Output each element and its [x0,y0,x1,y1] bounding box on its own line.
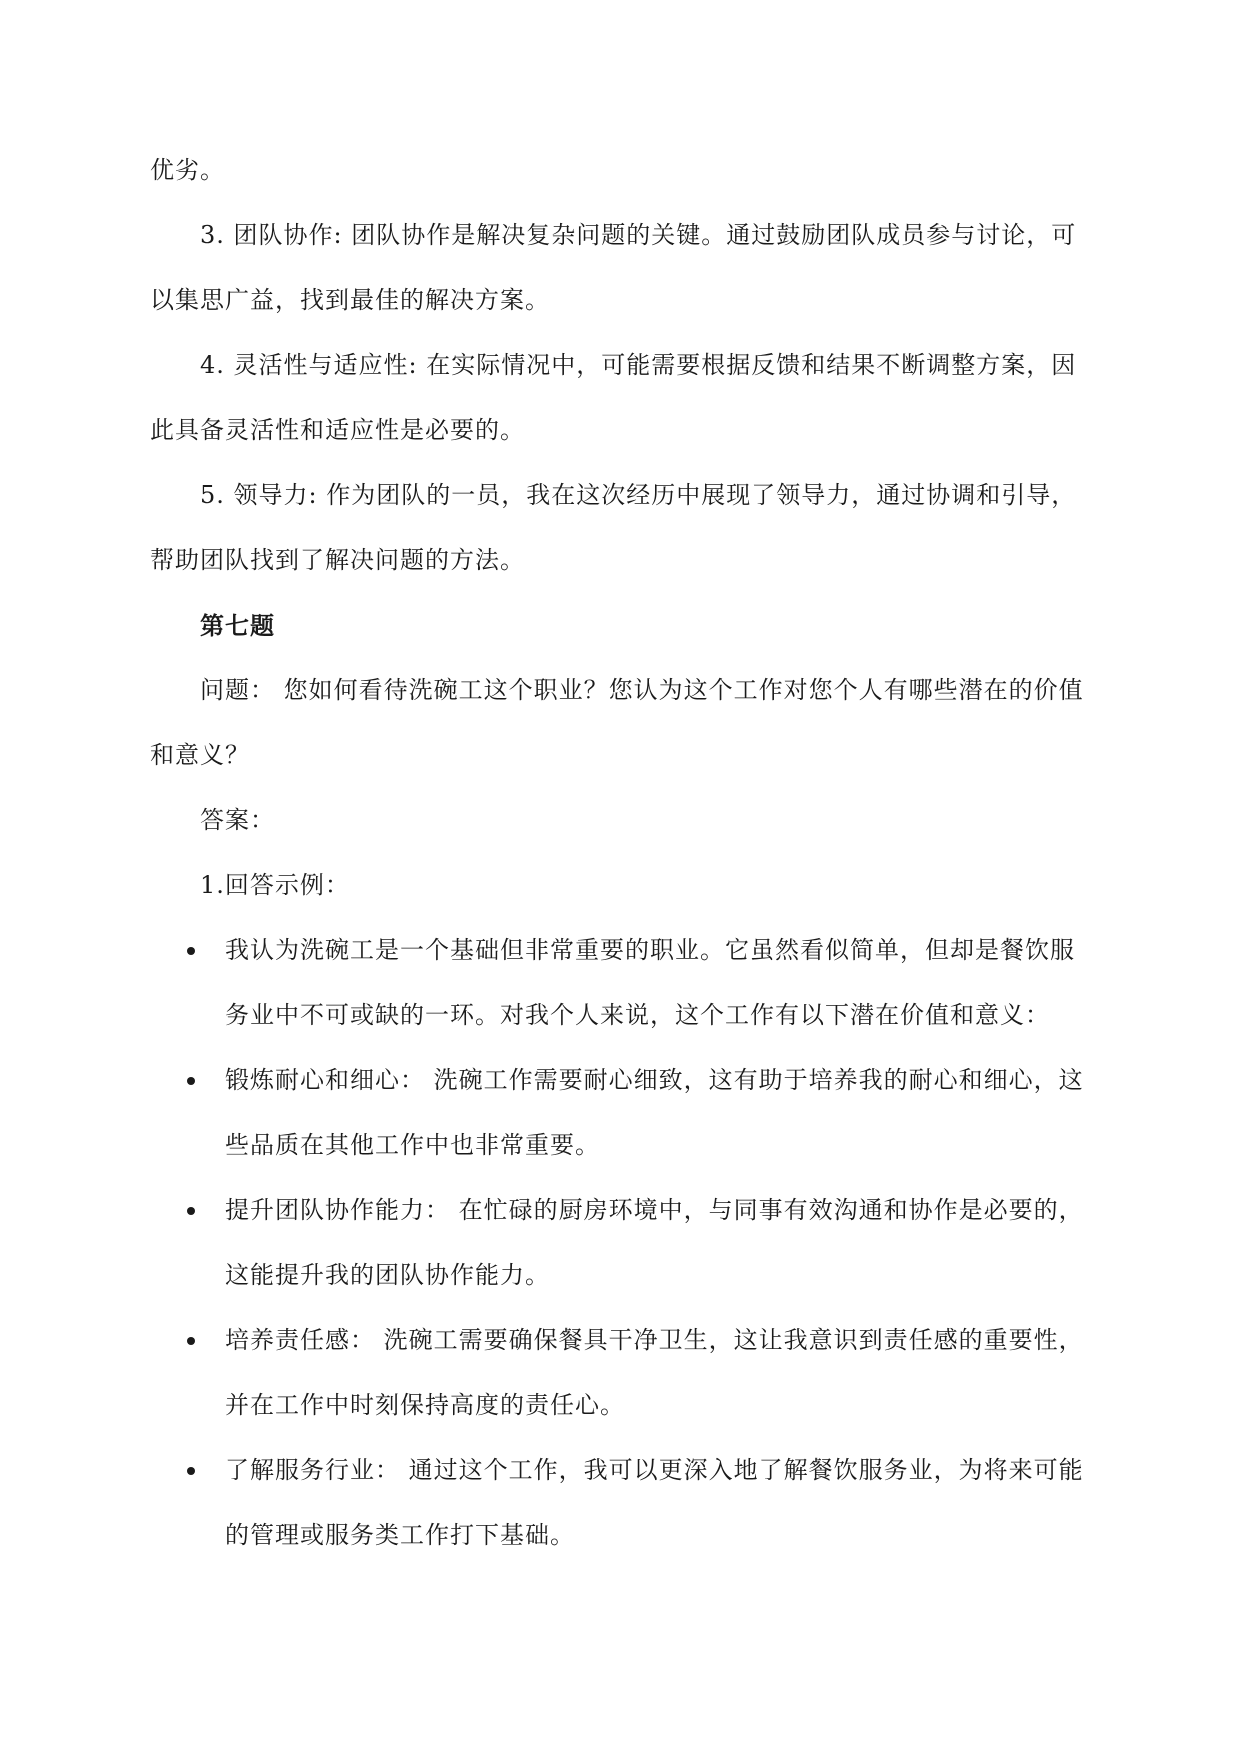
paragraph-flexibility: 4. 灵活性与适应性: 在实际情况中，可能需要根据反馈和结果不断调整方案，因此具备灵活性和适应性是必要的。 [150,351,1077,444]
document-body [150,138,1090,1568]
question-text: 问题： 您如何看待洗碗工这个职业？您认为这个工作对您个人有哪些潜在的价值和意义？ [150,676,1084,769]
list-item [150,1178,1090,1308]
paragraph-continuation: 优劣。 [150,156,225,184]
bullet-icon [187,1467,195,1475]
bullet-icon [187,947,195,955]
section-heading: 第七题 [200,611,275,640]
bullet-icon [187,1077,195,1085]
answer-bullet-list [150,918,1090,1568]
list-item [150,1308,1090,1438]
list-item-text: 培养责任感： 洗碗工需要确保餐具干净卫生，这让我意识到责任感的重要性，并在工作中时刻保持高度的责任心。 [225,1326,1084,1419]
answer-label: 答案： [200,806,275,834]
example-label: 1.回答示例： [200,871,350,899]
bullet-icon [187,1207,195,1215]
list-item [150,918,1090,1048]
paragraph-teamwork: 3. 团队协作: 团队协作是解决复杂问题的关键。通过鼓励团队成员参与讨论，可以集思广益，找到最佳的解决方案。 [150,221,1077,314]
list-item-text: 锻炼耐心和细心： 洗碗工作需要耐心细致，这有助于培养我的耐心和细心，这些品质在其他工作中也非常重要。 [225,1066,1084,1159]
list-item-text: 我认为洗碗工是一个基础但非常重要的职业。它虽然看似简单，但却是餐饮服务业中不可或缺的一环。对我个人来说，这个工作有以下潜在价值和意义： [225,936,1075,1029]
bullet-icon [187,1337,195,1345]
list-item-text: 了解服务行业： 通过这个工作，我可以更深入地了解餐饮服务业，为将来可能的管理或服务类工作打下基础。 [225,1456,1084,1549]
paragraph-leadership: 5. 领导力: 作为团队的一员，我在这次经历中展现了领导力，通过协调和引导，帮助团队找到了解决问题的方法。 [150,481,1077,574]
list-item [150,1438,1090,1568]
list-item-text: 提升团队协作能力： 在忙碌的厨房环境中，与同事有效沟通和协作是必要的，这能提升我的团队协作能力。 [225,1196,1084,1289]
list-item [150,1048,1090,1178]
